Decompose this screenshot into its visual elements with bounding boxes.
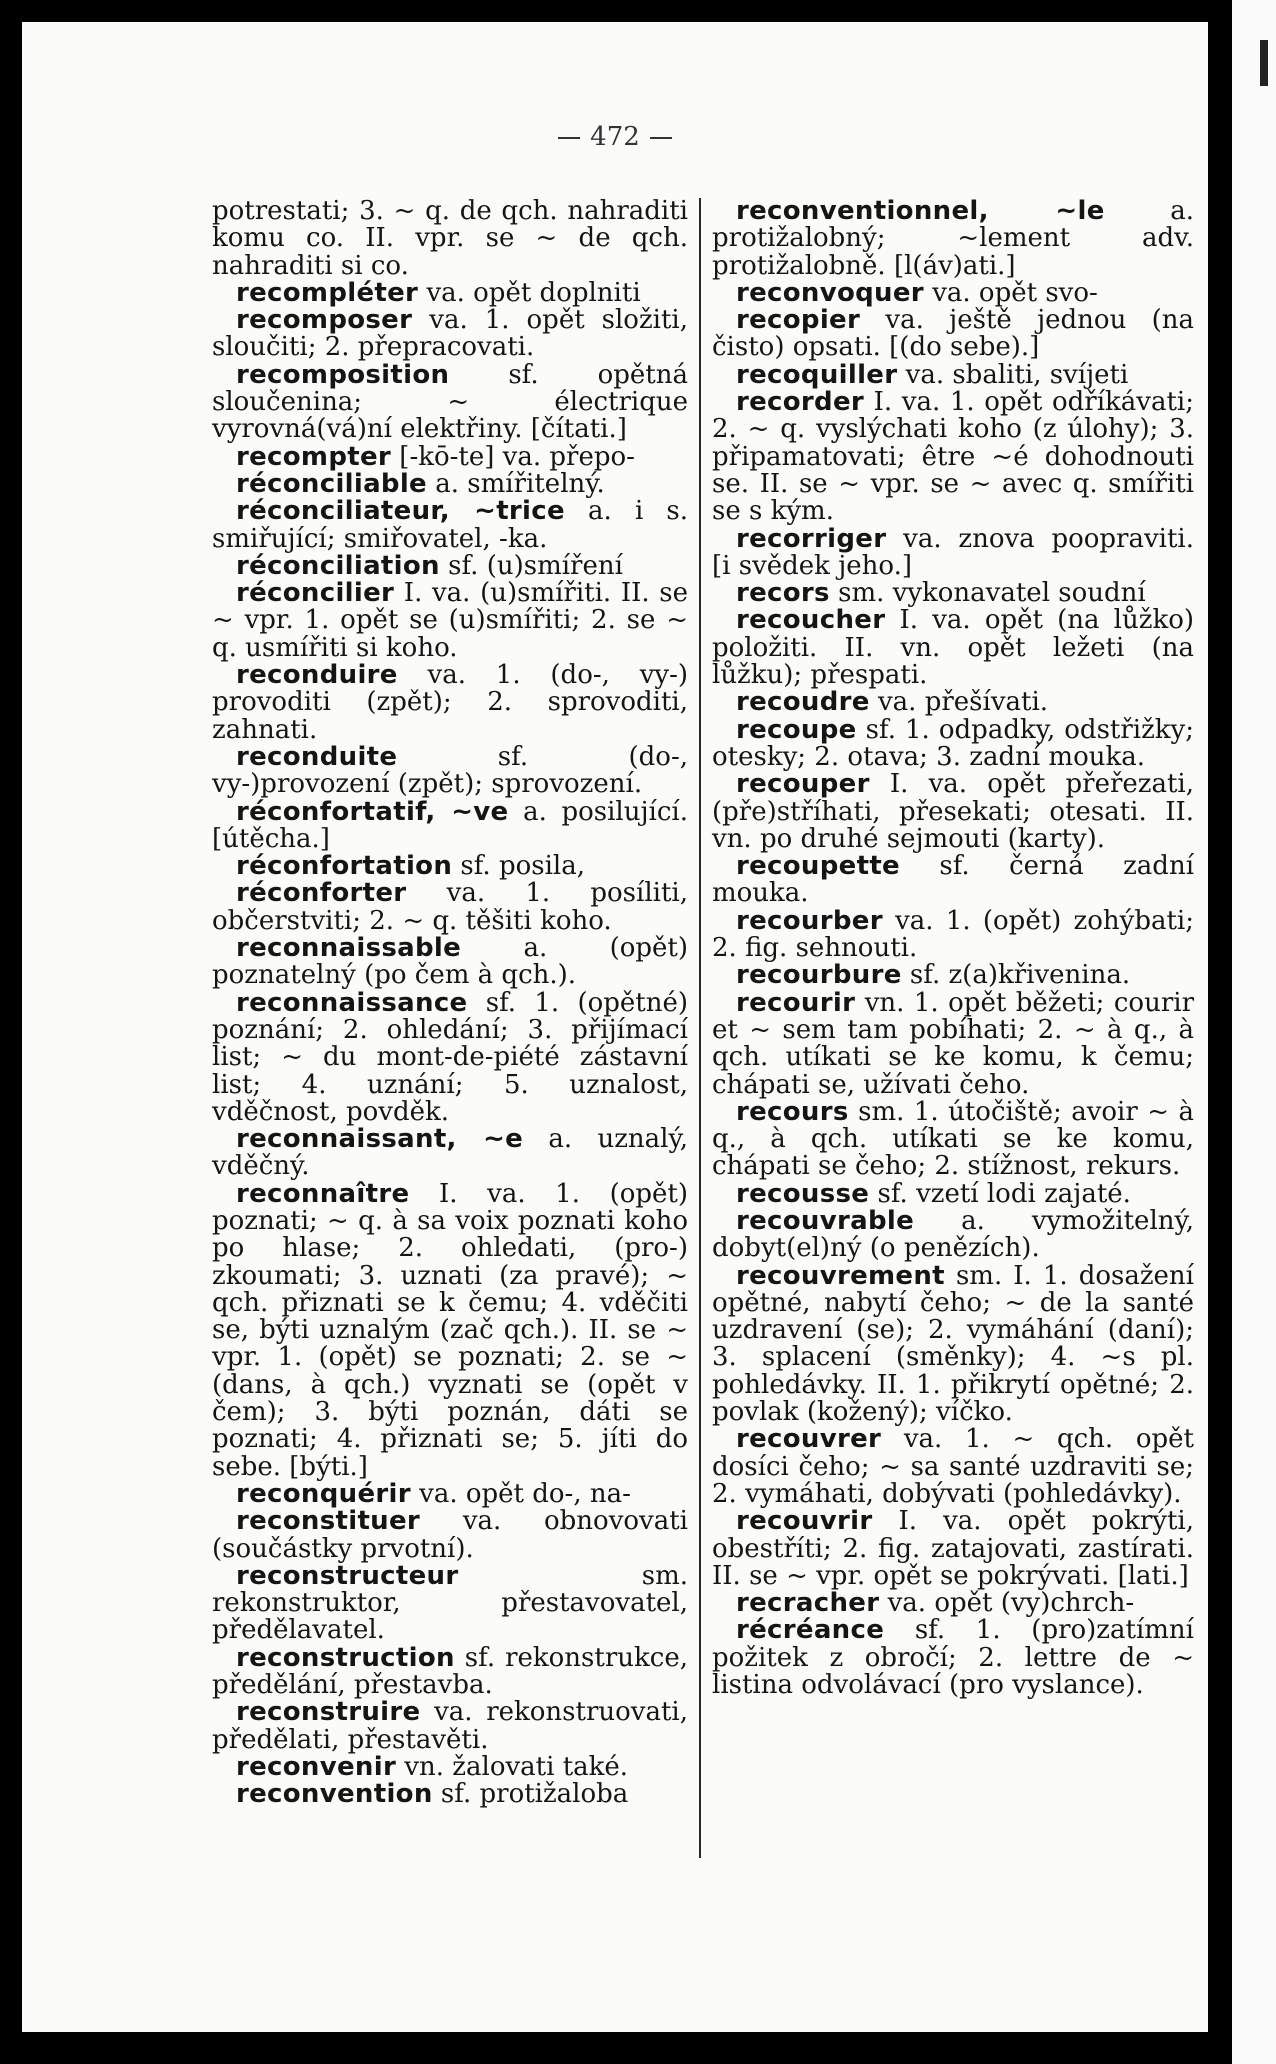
entry-headword: recours bbox=[736, 1096, 849, 1127]
entry-headword: reconvention bbox=[236, 1779, 433, 1810]
entry-headword: reconquérir bbox=[236, 1478, 411, 1509]
entry-definition: a. vymožitelný, dobyt(el)ný (o penězích). bbox=[712, 1205, 1194, 1264]
entry-headword: reconvenir bbox=[236, 1751, 397, 1782]
entry-headword: recourir bbox=[736, 987, 856, 1018]
entry-definition: va. 1. opět složiti, sloučiti; 2. přepracovati. bbox=[212, 305, 689, 363]
entry-definition: I. va. (u)smířiti. II. se ~ vpr. 1. opět se (u)smířiti; 2. se ~ q. usmířiti si koho. bbox=[212, 578, 688, 663]
entry-headword: recompléter bbox=[236, 277, 419, 308]
entry-headword: reconstructeur bbox=[236, 1560, 459, 1591]
entry-headword: recomposition bbox=[236, 359, 450, 390]
dictionary-entry bbox=[712, 962, 1194, 989]
entry-headword: recouvrir bbox=[736, 1506, 873, 1537]
entry-headword: recourbure bbox=[736, 960, 902, 991]
dictionary-entry bbox=[712, 523, 1194, 581]
entry-headword: réconfortatif, ~ve bbox=[236, 796, 509, 827]
entry-definition: vn. 1. opět běžeti; courir et ~ sem tam pobíhati; 2. ~ à q., à qch. utíkati se ke komu, k čemu; chápati se, užívati čeho. bbox=[712, 987, 1195, 1100]
entry-definition: I. va. opět (na lůžko) položiti. II. vn. opět ležeti (na lůžku); přespati. bbox=[712, 605, 1194, 691]
entry-definition: sf. 1. odpadky, odstřižky; otesky; 2. otava; 3. zadní mouka. bbox=[712, 714, 1195, 772]
entry-headword: reconnaissant, ~e bbox=[236, 1124, 524, 1155]
entry-headword: réconfortation bbox=[236, 851, 453, 882]
dictionary-entry bbox=[712, 853, 1194, 908]
entry-headword: recoupe bbox=[736, 714, 857, 745]
dictionary-entry bbox=[712, 1426, 1194, 1508]
entry-headword: recopier bbox=[736, 305, 861, 336]
entry-definition: a. i s. smiřující; smiřovatel, -ka. bbox=[212, 496, 689, 554]
dictionary-entry bbox=[712, 1260, 1194, 1428]
adjacent-page-edge bbox=[1232, 0, 1276, 2064]
entry-definition: [-kō-te] va. přepo- bbox=[399, 441, 635, 472]
dictionary-entry bbox=[712, 1590, 1194, 1617]
entry-definition: va. rekonstruovati, předělati, přestavěti. bbox=[212, 1697, 688, 1755]
entry-headword: reconnaissable bbox=[236, 933, 462, 964]
entry-definition: va. ještě jednou (na čisto) opsati. [(do sebe).] bbox=[712, 305, 1195, 363]
dictionary-entry bbox=[712, 771, 1194, 853]
entry-definition: a. uznalý, vděčný. bbox=[212, 1124, 688, 1182]
entry-definition: va. 1. posíliti, občerstviti; 2. ~ q. těšiti koho. bbox=[212, 878, 688, 936]
entry-headword: recracher bbox=[736, 1588, 880, 1619]
dictionary-entry bbox=[712, 1508, 1194, 1590]
entry-definition: sm. rekonstruktor, přestavovatel, předělavatel. bbox=[212, 1560, 688, 1646]
entry-definition: va. opět (vy)chrch- bbox=[887, 1588, 1135, 1619]
entry-headword: reconstruire bbox=[236, 1697, 421, 1728]
dictionary-entry bbox=[712, 359, 1194, 390]
entry-headword: réconforter bbox=[236, 878, 407, 909]
entry-headword: recompter bbox=[236, 441, 392, 472]
entry-definition: a. (opět) poznatelný (po čem à qch.). bbox=[212, 933, 688, 991]
dictionary-entry bbox=[212, 550, 688, 581]
dictionary-entry bbox=[212, 498, 688, 553]
entry-headword: réconcilier bbox=[236, 578, 395, 609]
entry-headword: recouvrement bbox=[736, 1260, 945, 1291]
entry-headword: réconciliateur, ~trice bbox=[236, 496, 565, 527]
dictionary-entry bbox=[212, 1781, 688, 1808]
dictionary-entry bbox=[712, 689, 1194, 716]
dictionary-entry bbox=[712, 277, 1194, 308]
entry-definition: sm. vykonavatel soudní bbox=[838, 578, 1146, 609]
entry-definition: va. opět do-, na- bbox=[419, 1478, 631, 1509]
entry-headword: recorder bbox=[736, 387, 865, 418]
entry-definition: sf. 1. (pro)zatímní požitek z obročí; 2. lettre de ~ listina odvolávací (pro vyslance). bbox=[712, 1615, 1194, 1701]
entry-headword: récréance bbox=[736, 1615, 885, 1646]
dictionary-entry bbox=[212, 853, 688, 880]
entry-definition: a. smířitelný. bbox=[435, 468, 605, 499]
dictionary-entry bbox=[712, 607, 1194, 689]
entry-headword: recors bbox=[736, 578, 830, 609]
entry-definition: va. přešívati. bbox=[877, 687, 1049, 718]
entry-definition: va. opět doplniti bbox=[426, 277, 641, 308]
entry-headword: réconciliable bbox=[236, 468, 427, 499]
entry-definition: I. va. 1. opět odříkávati; 2. ~ q. vyslýchati koho (z úlohy); 3. připamatovati; être ~é dohodnouti se. II. se ~ vpr. se ~ avec q. smířiti se s kým. bbox=[712, 387, 1194, 527]
entry-headword: recouper bbox=[736, 769, 870, 800]
entry-definition: sf. opětná sloučenina; ~ électrique vyrovná(vá)ní elektřiny. [čítati.] bbox=[212, 359, 689, 445]
dictionary-entry bbox=[212, 277, 688, 308]
entry-definition: potrestati; 3. ~ q. de qch. nahraditi komu co. II. vpr. se ~ de qch. nahraditi si co. bbox=[212, 196, 688, 281]
column-divider bbox=[699, 198, 701, 1858]
entry-definition: a. posilující. [útěcha.] bbox=[212, 796, 688, 854]
entry-headword: recoudre bbox=[736, 687, 870, 718]
entry-definition: a. protižalobný; ~lement adv. protižalobně. [l(áv)ati.] bbox=[712, 196, 1194, 281]
entry-headword: reconventionnel, ~le bbox=[736, 196, 1105, 226]
entry-headword: recousse bbox=[736, 1178, 870, 1209]
dictionary-entry bbox=[712, 198, 1194, 280]
entry-definition: sf. z(a)křivenina. bbox=[909, 960, 1131, 991]
dictionary-entry bbox=[712, 714, 1195, 772]
entry-definition: sf. (do-, vy-)provození (zpět); sprovození. bbox=[212, 741, 689, 800]
entry-definition: va. 1. ~ qch. opět dosíci čeho; ~ sa santé uzdraviti se; 2. vymáhati, dobývati (pohledávky). bbox=[712, 1424, 1194, 1509]
dictionary-entry bbox=[212, 359, 689, 445]
entry-definition: vn. žalovati také. bbox=[404, 1751, 629, 1782]
entry-headword: recoupette bbox=[736, 851, 900, 882]
entry-headword: recoucher bbox=[736, 605, 886, 636]
entry-definition: sf. (u)smíření bbox=[448, 550, 623, 581]
dictionary-entry bbox=[212, 580, 688, 662]
dictionary-entry bbox=[212, 1508, 688, 1563]
dictionary-entry bbox=[712, 389, 1194, 525]
dictionary-entry bbox=[712, 905, 1195, 964]
dictionary-entry bbox=[212, 441, 688, 472]
dictionary-page bbox=[22, 22, 1208, 2032]
entry-definition: va. znova poopraviti. [i svědek jeho.] bbox=[712, 523, 1194, 581]
dictionary-entry bbox=[212, 1560, 688, 1646]
dictionary-entry bbox=[212, 1642, 688, 1701]
dictionary-entry bbox=[212, 468, 688, 499]
entry-headword: reconnaissance bbox=[236, 987, 468, 1018]
dictionary-entry bbox=[712, 1617, 1194, 1699]
dictionary-entry bbox=[712, 307, 1194, 362]
entry-headword: reconduite bbox=[236, 741, 398, 772]
entry-headword: reconvoquer bbox=[736, 277, 924, 308]
entry-headword: réconciliation bbox=[236, 550, 440, 581]
right-column bbox=[712, 198, 1194, 1699]
dictionary-entry bbox=[212, 796, 688, 854]
dictionary-entry bbox=[212, 198, 688, 280]
dictionary-entry bbox=[212, 987, 688, 1127]
dictionary-entry bbox=[712, 580, 1194, 607]
entry-headword: reconstruction bbox=[236, 1642, 455, 1673]
entry-definition: sf. 1. (opětné) poznání; 2. ohledání; 3. přijímací list; ~ du mont-de-piété zástavní list; 4. uznání; 5. uznalost, vděčnost, povděk. bbox=[212, 987, 688, 1127]
dictionary-entry bbox=[712, 987, 1195, 1100]
entry-headword: reconstituer bbox=[236, 1506, 421, 1537]
entry-definition: sm. 1. útočiště; avoir ~ à q., à qch. utíkati se ke komu, chápati se čeho; 2. stížnost, rekurs. bbox=[712, 1096, 1194, 1182]
entry-definition: sf. rekonstrukce, předělání, přestavba. bbox=[212, 1642, 688, 1701]
dictionary-entry bbox=[212, 880, 688, 935]
entry-headword: recourber bbox=[736, 905, 883, 936]
entry-definition: sf. vzetí lodi zajaté. bbox=[877, 1178, 1131, 1209]
entry-headword: recomposer bbox=[236, 305, 413, 336]
edge-mark bbox=[1260, 40, 1268, 86]
entry-definition: va. 1. (opět) zohýbati; 2. fig. sehnouti. bbox=[712, 905, 1195, 964]
entry-definition: I. va. opět přeřezati, (pře)stříhati, přesekati; otesati. II. vn. po druhé sejmouti (karty). bbox=[712, 769, 1195, 854]
entry-definition: sf. protižaloba bbox=[440, 1779, 629, 1810]
entry-definition: sf. černá zadní mouka. bbox=[712, 851, 1195, 909]
entry-definition: va. obnovovati (součástky prvotní). bbox=[212, 1506, 688, 1564]
page-number: 472 bbox=[22, 122, 1208, 152]
dictionary-entry bbox=[712, 1178, 1194, 1209]
dictionary-entry bbox=[212, 662, 688, 744]
entry-definition: va. 1. (do-, vy-) provoditi (zpět); 2. sprovoditi, zahnati. bbox=[212, 660, 689, 745]
entry-headword: recorriger bbox=[736, 523, 887, 554]
dictionary-entry bbox=[212, 741, 689, 800]
entry-definition: sf. posila, bbox=[460, 851, 585, 882]
dictionary-entry bbox=[712, 1096, 1194, 1182]
left-column bbox=[212, 198, 688, 1809]
dictionary-entry bbox=[212, 1751, 688, 1782]
entry-definition: va. opět svo- bbox=[932, 277, 1098, 308]
entry-definition: I. va. 1. (opět) poznati; ~ q. à sa voix poznati koho po hlase; 2. ohledati, (pro-) zkoumati; 3. uznati (za pravé); ~ qch. přiznati se k čemu; 4. vděčiti se, býti uznalým (zač qch.). II. se ~ vpr. 1. (opět) se poznati; 2. se ~ (dans, à qch.) vyznati se (opět v čem); 3. býti poznán, dáti se poznati; 4. přiznati se; 5. jíti do sebe. [býti.] bbox=[212, 1178, 688, 1482]
dictionary-entry bbox=[212, 935, 688, 990]
entry-definition: sm. I. 1. dosažení opětné, nabytí čeho; ~ de la santé uzdravení (se); 2. vymáhání (daní); 3. splacení (směnky); 4. ~s pl. pohledávky. II. 1. přikrytí opětné; 2. povlak (kožený); víčko. bbox=[712, 1260, 1194, 1428]
dictionary-entry bbox=[212, 1699, 688, 1754]
dictionary-entry bbox=[212, 1178, 688, 1482]
entry-definition: I. va. opět pokrýti, obestříti; 2. fig. zatajovati, zastírati. II. se ~ vpr. opět se pokrývati. [lati.] bbox=[712, 1506, 1194, 1591]
dictionary-entry bbox=[212, 1126, 688, 1181]
entry-headword: recouvrer bbox=[736, 1424, 882, 1455]
entry-headword: reconnaître bbox=[236, 1178, 410, 1209]
entry-headword: recouvrable bbox=[736, 1205, 915, 1236]
dictionary-entry bbox=[212, 1478, 688, 1509]
entry-definition: va. sbaliti, svíjeti bbox=[905, 359, 1129, 390]
entry-headword: recoquiller bbox=[736, 359, 898, 390]
dictionary-entry bbox=[712, 1205, 1194, 1264]
dictionary-entry bbox=[212, 307, 688, 362]
entry-headword: reconduire bbox=[236, 660, 398, 691]
